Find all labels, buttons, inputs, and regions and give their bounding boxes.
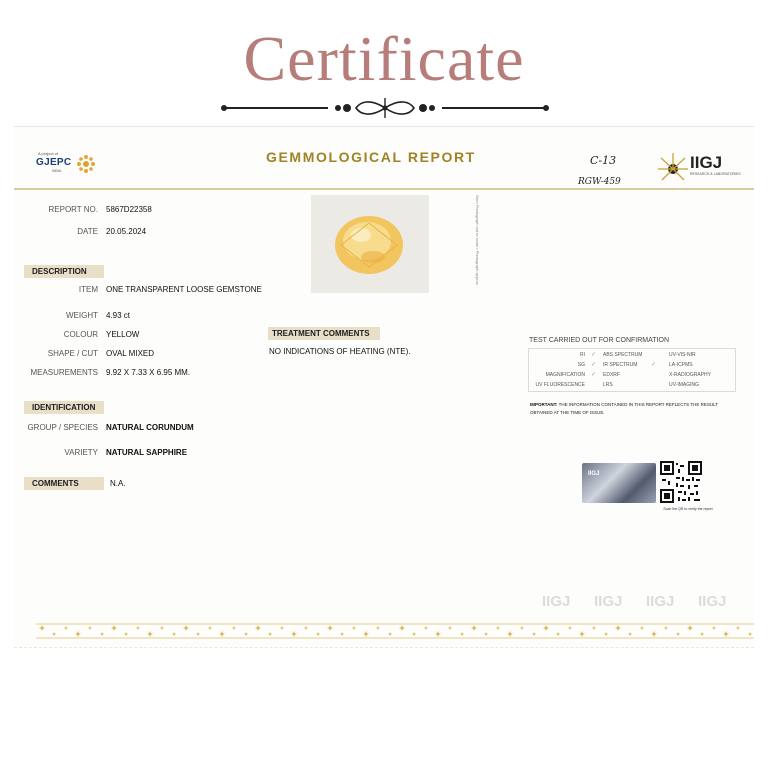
sparkle-icon xyxy=(75,631,81,637)
sparkle-icon xyxy=(340,632,344,636)
sparkle-icon xyxy=(280,626,284,630)
iigj-logo-text: IIGJ xyxy=(690,153,723,172)
item-value: ONE TRANSPARENT LOOSE GEMSTONE xyxy=(106,285,262,294)
sparkle-icon xyxy=(568,626,572,630)
test-abs-spectrum: ABS SPECTRUM xyxy=(603,352,643,358)
report-card xyxy=(14,126,754,646)
footer-line xyxy=(14,647,754,648)
measurements-value: 9.92 X 7.33 X 6.95 MM. xyxy=(106,368,191,377)
photo-note: Gem Photograph not to scale • Photograph approx. xyxy=(475,195,480,286)
sparkle-icon xyxy=(520,626,524,630)
test-ri: RI xyxy=(580,352,585,358)
test-edxrf: EDXRF xyxy=(603,372,620,378)
sparkle-icon xyxy=(100,632,104,636)
sparkle-icon xyxy=(363,631,369,637)
handwritten-ref: RGW-459 xyxy=(578,177,621,187)
sparkle-icon xyxy=(316,632,320,636)
hologram-sticker xyxy=(582,463,656,503)
important-note xyxy=(530,401,730,417)
sparkle-icon xyxy=(124,632,128,636)
sparkle-icon xyxy=(615,625,621,631)
sparkle-icon xyxy=(160,626,164,630)
watermark: IIGJ xyxy=(594,593,623,610)
iigj-sub: RESEARCH & LABORATORIES xyxy=(690,172,741,176)
check-icon: ✓ xyxy=(591,352,597,358)
treatment-value: NO INDICATIONS OF HEATING (NTE). xyxy=(269,347,411,356)
gjepc-flower-icon xyxy=(76,154,96,174)
sparkle-icon xyxy=(664,626,668,630)
iigj-sunburst-icon xyxy=(656,149,690,183)
test-uv-vis-nir: UV-VIS-NIR xyxy=(669,352,696,358)
sparkle-icon xyxy=(700,632,704,636)
header-rule xyxy=(14,188,754,190)
hologram-text: IIGJ xyxy=(588,471,600,477)
important-lead: IMPORTANT: xyxy=(530,402,558,407)
sparkle-icon xyxy=(496,626,500,630)
sparkle-icon xyxy=(484,632,488,636)
sparkle-icon xyxy=(687,625,693,631)
colour-label: COLOUR xyxy=(63,330,98,339)
sparkle-icon xyxy=(327,625,333,631)
watermark: IIGJ xyxy=(646,593,675,610)
measurements-label: MEASUREMENTS xyxy=(30,368,98,377)
test-magnification: MAGNIFICATION xyxy=(545,372,585,378)
sparkle-icon xyxy=(291,631,297,637)
sparkle-icon xyxy=(376,626,380,630)
sparkle-icon xyxy=(435,631,441,637)
sparkle-icon xyxy=(640,626,644,630)
qr-code-icon[interactable] xyxy=(660,461,702,503)
sparkle-icon xyxy=(183,625,189,631)
sparkle-icon xyxy=(268,632,272,636)
sparkle-icon xyxy=(460,632,464,636)
species-value: NATURAL CORUNDUM xyxy=(106,423,194,432)
colour-value: YELLOW xyxy=(106,330,140,339)
scan-note: Scan the QR to verify the report xyxy=(663,507,713,511)
project-tag: A project of xyxy=(38,151,59,156)
variety-label: VARIETY xyxy=(64,448,98,457)
sparkle-icon xyxy=(676,632,680,636)
sparkle-icon xyxy=(39,625,45,631)
sparkle-icon xyxy=(424,626,428,630)
shape-value: OVAL MIXED xyxy=(106,349,155,358)
footer-sparkle-border xyxy=(36,621,754,641)
sparkle-icon xyxy=(471,625,477,631)
species-label: GROUP / SPECIES xyxy=(27,423,98,432)
date-label: DATE xyxy=(77,227,98,236)
sparkle-icon xyxy=(628,632,632,636)
sparkle-icon xyxy=(304,626,308,630)
description-heading: DESCRIPTION xyxy=(24,265,104,278)
variety-value: NATURAL SAPPHIRE xyxy=(106,448,188,457)
test-x-radiography: X-RADIOGRAPHY xyxy=(669,372,711,378)
check-icon: ✓ xyxy=(651,362,657,368)
report-number: 5867D22358 xyxy=(106,205,152,214)
gjepc-logo-text: GJEPC xyxy=(36,157,72,168)
sparkle-icon xyxy=(208,626,212,630)
sparkle-icon xyxy=(448,626,452,630)
shape-label: SHAPE / CUT xyxy=(47,349,98,358)
identification-heading: IDENTIFICATION xyxy=(24,401,104,414)
test-sg: SG xyxy=(577,362,585,368)
check-icon: ✓ xyxy=(591,372,597,378)
sparkle-icon xyxy=(52,632,56,636)
sparkle-icon xyxy=(255,625,261,631)
item-label: ITEM xyxy=(78,285,98,294)
sparkle-icon xyxy=(604,632,608,636)
test-la-icpms: LA-ICPMS xyxy=(669,362,693,368)
gjepc-sub: INDIA xyxy=(52,169,62,173)
sparkle-icon xyxy=(352,626,356,630)
sparkle-icon xyxy=(196,632,200,636)
sparkle-icon xyxy=(736,626,740,630)
sparkle-icon xyxy=(136,626,140,630)
sparkle-icon xyxy=(532,632,536,636)
sparkle-icon xyxy=(172,632,176,636)
weight-label: WEIGHT xyxy=(66,311,98,320)
sparkle-icon xyxy=(399,625,405,631)
check-icon: ✓ xyxy=(591,362,597,368)
test-uv-fluorescence: UV FLUORESCENCE xyxy=(535,382,585,388)
comments-value: N.A. xyxy=(110,479,126,488)
sparkle-icon xyxy=(111,625,117,631)
sparkle-icon xyxy=(64,626,68,630)
treatment-heading: TREATMENT COMMENTS xyxy=(268,327,380,340)
sparkle-icon xyxy=(232,626,236,630)
test-uv-imaging: UV-IMAGING xyxy=(669,382,700,388)
sparkle-icon xyxy=(412,632,416,636)
handwritten-code: C-13 xyxy=(590,154,617,167)
sparkle-icon xyxy=(556,632,560,636)
certificate-title: Certificate xyxy=(243,23,525,94)
sparkle-icon xyxy=(219,631,225,637)
important-text: THE INFORMATION CONTAINED IN THIS REPORT REFLECTS THE RESULT OBTAINED AT THE TIME OF ISSUE. xyxy=(530,402,718,415)
sparkle-icon xyxy=(748,632,752,636)
test-lrs: LRS xyxy=(603,382,613,388)
watermark: IIGJ xyxy=(542,593,571,610)
report-title: GEMMOLOGICAL REPORT xyxy=(266,149,476,165)
gemstone-photo xyxy=(311,195,429,293)
sparkle-icon xyxy=(507,631,513,637)
tests-grid xyxy=(528,348,736,392)
sparkle-icon xyxy=(651,631,657,637)
comments-heading: COMMENTS xyxy=(24,477,104,490)
date-value: 20.05.2024 xyxy=(106,227,147,236)
sparkle-icon xyxy=(543,625,549,631)
sparkle-icon xyxy=(388,632,392,636)
watermark: IIGJ xyxy=(698,593,727,610)
weight-value: 4.93 ct xyxy=(106,311,131,320)
report-number-label: REPORT NO. xyxy=(48,205,98,214)
sparkle-icon xyxy=(712,626,716,630)
test-ir-spectrum: IR SPECTRUM xyxy=(603,362,638,368)
tests-heading: TEST CARRIED OUT FOR CONFIRMATION xyxy=(529,337,670,344)
ornament-divider xyxy=(220,96,550,120)
sparkle-icon xyxy=(88,626,92,630)
sparkle-icon xyxy=(244,632,248,636)
sparkle-icon xyxy=(723,631,729,637)
sparkle-icon xyxy=(579,631,585,637)
sparkle-icon xyxy=(147,631,153,637)
sparkle-icon xyxy=(592,626,596,630)
